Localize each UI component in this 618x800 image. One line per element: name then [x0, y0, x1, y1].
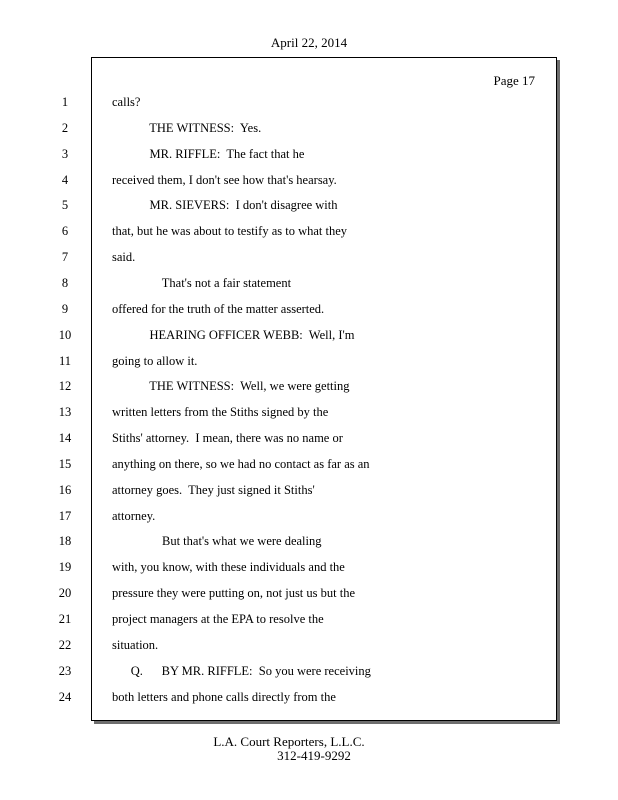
- line-number: 5: [61, 198, 69, 212]
- line-number: 13: [58, 405, 72, 419]
- transcript-line-text: MR. SIEVERS: I don't disagree with: [112, 198, 338, 212]
- transcript-line-text: HEARING OFFICER WEBB: Well, I'm: [112, 328, 355, 342]
- line-number: 21: [58, 612, 72, 626]
- header-date: April 22, 2014: [270, 35, 348, 50]
- transcript-line-text: calls?: [112, 95, 141, 109]
- line-number: 3: [61, 147, 69, 161]
- line-number: 19: [58, 560, 72, 574]
- line-number: 12: [58, 379, 72, 393]
- transcript-line-text: received them, I don't see how that's hearsay.: [112, 173, 337, 187]
- transcript-line-text: offered for the truth of the matter asserted.: [112, 302, 325, 316]
- line-number: 20: [58, 586, 72, 600]
- line-number: 2: [61, 121, 69, 135]
- transcript-line-text: pressure they were putting on, not just us but the: [112, 586, 356, 600]
- transcript-line-text: THE WITNESS: Well, we were getting: [112, 379, 350, 393]
- transcript-line-text: MR. RIFFLE: The fact that he: [112, 147, 305, 161]
- transcript-line-text: That's not a fair statement: [112, 276, 292, 290]
- transcript-line-text: that, but he was about to testify as to what they: [112, 224, 348, 238]
- line-number: 8: [61, 276, 69, 290]
- line-number: 18: [58, 534, 72, 548]
- line-number: 6: [61, 224, 69, 238]
- transcript-line-text: both letters and phone calls directly from the: [112, 690, 336, 704]
- transcript-line-text: going to allow it.: [112, 354, 198, 368]
- transcript-line-text: attorney.: [112, 509, 156, 523]
- line-number: 22: [58, 638, 72, 652]
- transcript-line-text: Stiths' attorney. I mean, there was no name or: [112, 431, 343, 445]
- line-number: 1: [61, 95, 69, 109]
- transcript-line-text: situation.: [112, 638, 159, 652]
- transcript-line-text: Q. BY MR. RIFFLE: So you were receiving: [112, 664, 371, 678]
- transcript-line-text: project managers at the EPA to resolve the: [112, 612, 324, 626]
- page-number: Page 17: [493, 73, 535, 88]
- line-number: 15: [58, 457, 72, 471]
- transcript-line-text: But that's what we were dealing: [112, 534, 322, 548]
- transcript-line-text: with, you know, with these individuals and the: [112, 560, 345, 574]
- line-number: 10: [58, 328, 72, 342]
- line-number: 9: [61, 302, 69, 316]
- line-number: 14: [58, 431, 72, 445]
- line-number: 23: [58, 664, 72, 678]
- line-number: 24: [58, 690, 72, 704]
- line-number: 4: [61, 173, 69, 187]
- line-number: 7: [61, 250, 69, 264]
- transcript-line-text: said.: [112, 250, 136, 264]
- line-number: 16: [58, 483, 72, 497]
- line-number: 17: [58, 509, 72, 523]
- line-number: 11: [58, 354, 72, 368]
- transcript-line-text: THE WITNESS: Yes.: [112, 121, 262, 135]
- footer-company: L.A. Court Reporters, L.L.C.: [213, 734, 365, 749]
- transcript-line-text: anything on there, so we had no contact as far as an: [112, 457, 370, 471]
- transcript-line-text: attorney goes. They just signed it Stiths': [112, 483, 315, 497]
- footer-phone: 312-419-9292: [277, 748, 351, 763]
- transcript-line-text: written letters from the Stiths signed by the: [112, 405, 329, 419]
